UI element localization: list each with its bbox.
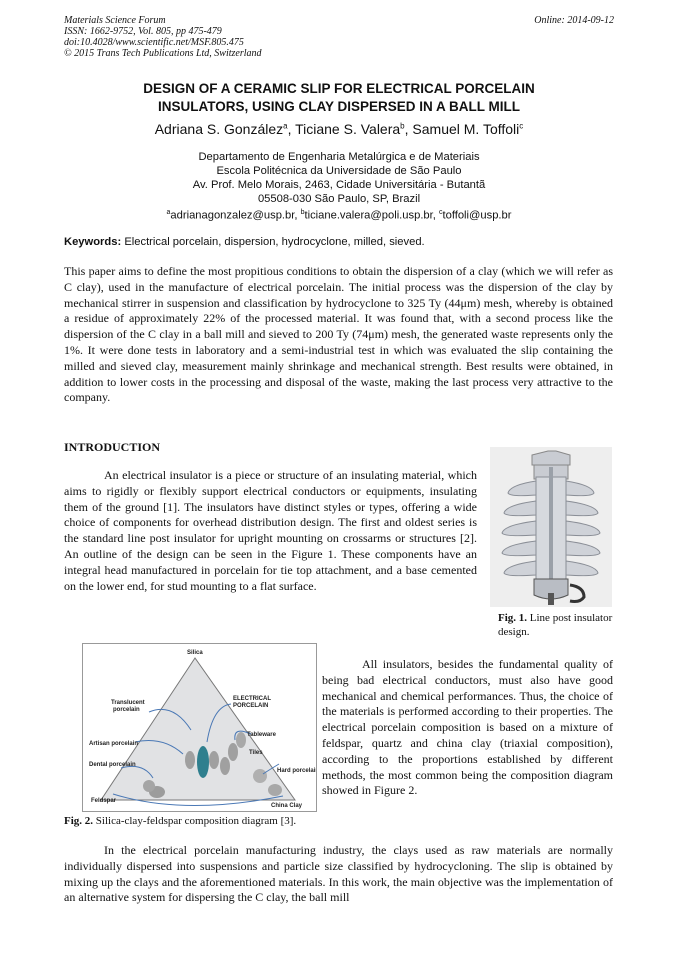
figure-2-diagram bbox=[82, 643, 317, 812]
figure-2-caption-text: Silica-clay-feldspar composition diagram [3]. bbox=[95, 815, 297, 827]
blob-dental bbox=[143, 780, 155, 792]
online-date: Online: 2014-09-12 bbox=[534, 15, 614, 26]
figure-1-insulator bbox=[490, 447, 612, 607]
section-heading-introduction: INTRODUCTION bbox=[64, 440, 161, 454]
triaxial-diagram bbox=[83, 644, 316, 811]
blob-electrical-porcelain bbox=[197, 746, 209, 778]
label-translucent: Translucent bbox=[111, 700, 145, 706]
journal-name: Materials Science Forum bbox=[64, 15, 166, 26]
affiliation-line: Av. Prof. Melo Morais, 2463, Cidade Universitária - Butantã bbox=[192, 179, 486, 191]
intro-paragraph-3: In the electrical porcelain manufacturing industry, the clays used as raw materials are normally individually dispersed into suspensions and particle size classified by hydrocycloning. The slip is obtained by mixing up the clays and the aforementioned materials. In this work, the main objective was the implementation of an alternative system for dispersing the C clay, the ball mill bbox=[64, 843, 613, 905]
blob-hard-porcelain bbox=[253, 769, 267, 783]
figure-1-label: Fig. 1. bbox=[498, 612, 528, 624]
keywords-text: Electrical porcelain, dispersion, hydrocyclone, milled, sieved. bbox=[124, 236, 425, 248]
title-line-1: DESIGN OF A CERAMIC SLIP FOR ELECTRICAL PORCELAIN bbox=[143, 81, 535, 96]
author-sup: c bbox=[519, 121, 524, 131]
intro-paragraph-1: An electrical insulator is a piece or structure of an insulating material, which aims to rigidly or flexibly support electrical conductors or equipments, insulating them of the ground [1]. The insulators have distinct styles or types, offering a wide choice of components for overhead distribution design. The first and oldest series is the standard line post insulator for upright mounting on crossarms or structures [2]. An outline of the design can be seen in the Figure 1. These components have an integral head manufactured in porcelain for tie top attachment, and a base cemented on the lower end, for stud mounting to a flat surface. bbox=[64, 468, 477, 593]
affiliation bbox=[40, 150, 638, 223]
abstract: This paper aims to define the most propitious conditions to obtain the dispersion of a clay (which we will refer as C clay), used in the manufacture of electrical porcelain. The initial process was the dispersion of the clay by mechanical stirrer in suspension and classification by hydrocyclone to 325 Ty (44μm) mesh, whereby is obtained a residue of approximately 22% of the processed material. It was found that, with a second process like the dispersion of the C clay in a ball mill and sieved to 200 Ty (74μm) mesh, the generated waste represents only the 1%. It were done tests in laboratory and a semi-industrial test in which was evaluated the slip containing the milled and sieved clay, measurement mainly shrinkage and mechanical strength. Best results were obtained, in addition to lower costs in the processing and disposal of the waste, making the last process very attractive to the company. bbox=[64, 264, 613, 405]
intro-paragraph-2: All insulators, besides the fundamental quality of being bad electrical conductors, must also have good mechanical and chemical performances. Thus, the choice of the materials is performed according to their properties. The electrical porcelain composition is based on a mixture of feldspar, quartz and china clay (triaxial composition), according to the proportions established by different methods, the most common being the composition diagram showed in Figure 2. bbox=[322, 657, 613, 798]
insulator-drawing bbox=[490, 447, 612, 607]
blob-tableware-2 bbox=[236, 732, 246, 748]
running-header bbox=[64, 15, 262, 59]
blob-china-clay bbox=[268, 784, 282, 796]
label-tiles: Tiles bbox=[249, 750, 263, 756]
blob-left bbox=[185, 751, 195, 769]
paper-title bbox=[40, 80, 638, 116]
email-link[interactable]: toffoli@usp.br bbox=[442, 209, 512, 222]
label-porcelain: porcelain bbox=[113, 707, 140, 713]
keywords-label: Keywords: bbox=[64, 236, 122, 248]
keywords bbox=[64, 236, 425, 248]
email-link[interactable]: ticiane.valera@poli.usp.br bbox=[304, 209, 433, 222]
blob-tiles bbox=[220, 757, 230, 775]
label-silica: Silica bbox=[187, 650, 203, 656]
email-separator: , bbox=[432, 209, 439, 222]
label-feldspar: Feldspar bbox=[91, 798, 117, 804]
author-name: Adriana S. González bbox=[154, 121, 284, 137]
email-separator: , bbox=[294, 209, 301, 222]
author-separator: , bbox=[404, 121, 413, 137]
label-hard: Hard porcelain bbox=[277, 768, 316, 774]
affiliation-line: Departamento de Engenharia Metalúrgica e de Materiais bbox=[198, 151, 480, 163]
email-line bbox=[40, 206, 638, 223]
email-sup: a bbox=[166, 209, 171, 216]
label-artisan: Artisan porcelain bbox=[89, 741, 139, 747]
label-tableware: Tableware bbox=[247, 732, 276, 738]
label-china-clay: China Clay bbox=[271, 803, 303, 809]
figure-2-caption bbox=[64, 814, 296, 828]
figure-2-label: Fig. 2. bbox=[64, 815, 94, 827]
author-list bbox=[40, 121, 638, 137]
copyright: © 2015 Trans Tech Publications Ltd, Switzerland bbox=[64, 48, 262, 59]
label-dental: Dental porcelain bbox=[89, 762, 136, 768]
figure-1-caption-text: Line post insulator design. bbox=[498, 612, 613, 638]
author-separator: , bbox=[287, 121, 296, 137]
author-sup: a bbox=[283, 121, 288, 131]
doi: doi:10.4028/www.scientific.net/MSF.805.475 bbox=[64, 37, 244, 48]
label-electrical-1: ELECTRICAL bbox=[233, 696, 271, 702]
email-link[interactable]: adrianagonzalez@usp.br bbox=[170, 209, 295, 222]
author-sup: b bbox=[400, 121, 405, 131]
figure-1-caption bbox=[498, 611, 613, 639]
issn: ISSN: 1662-9752, Vol. 805, pp 475-479 bbox=[64, 26, 222, 37]
email-sup: b bbox=[300, 209, 305, 216]
author-name: Ticiane S. Valera bbox=[295, 121, 401, 137]
affiliation-line: 05508-030 São Paulo, SP, Brazil bbox=[257, 193, 421, 205]
label-electrical-2: PORCELAIN bbox=[233, 703, 269, 709]
blob-tableware bbox=[228, 743, 238, 761]
author-name: Samuel M. Toffoli bbox=[412, 121, 520, 137]
email-sup: c bbox=[438, 209, 443, 216]
blob-right bbox=[209, 751, 219, 769]
affiliation-line: Escola Politécnica da Universidade de São Paulo bbox=[216, 165, 462, 177]
title-line-2: INSULATORS, USING CLAY DISPERSED IN A BALL MILL bbox=[157, 99, 521, 114]
